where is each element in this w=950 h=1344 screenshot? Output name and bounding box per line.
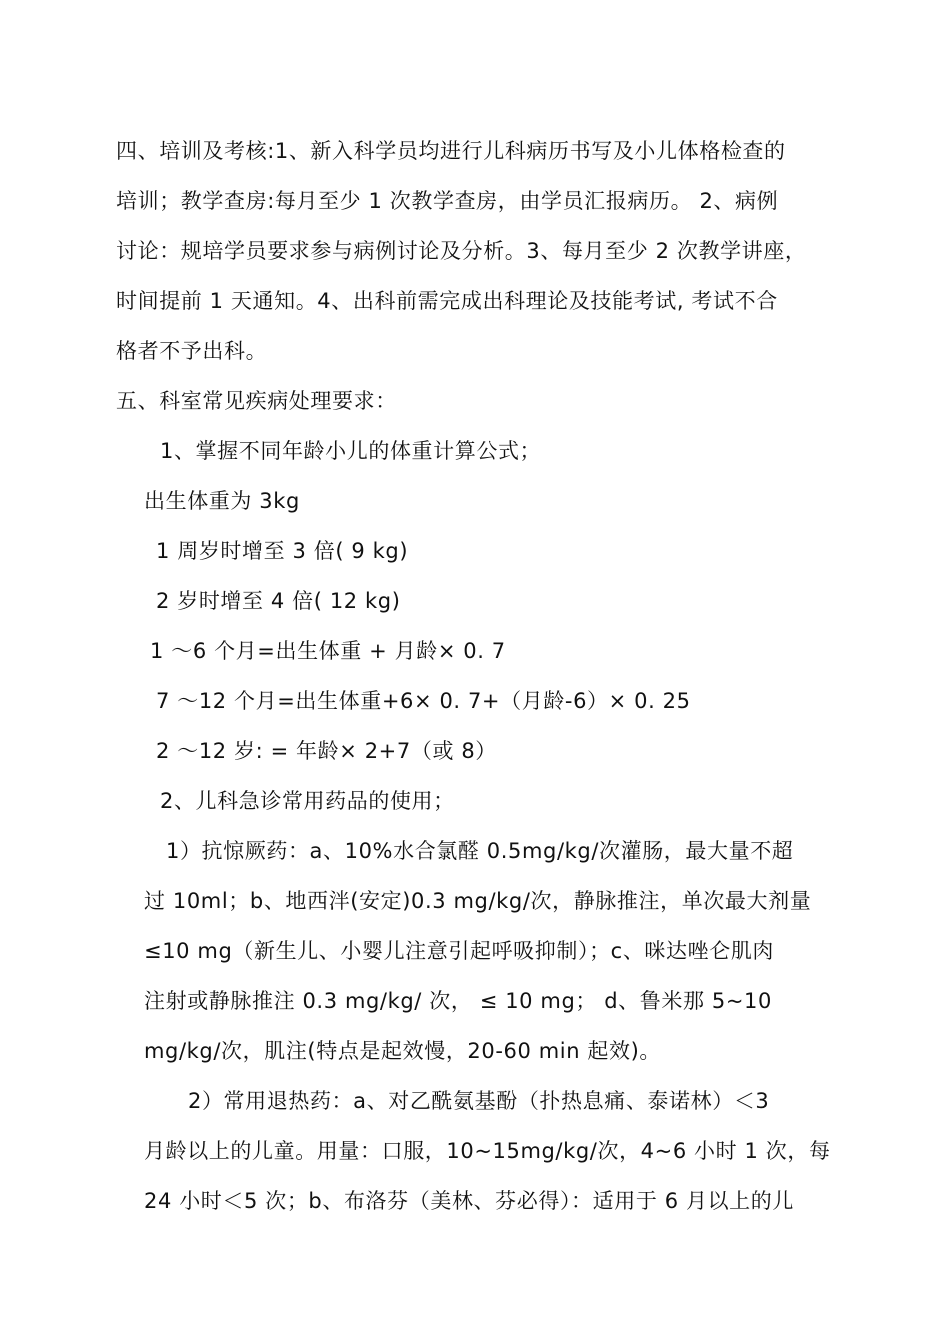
section4-line-5: 格者不予出科。 — [116, 339, 268, 363]
antipyretic-line-3: 24 小时＜5 次；b、布洛芬（美林、芬必得）：适用于 6 月以上的儿 — [144, 1189, 794, 1213]
anticonvulsant-line-3: ≤10 mg（新生儿、小婴儿注意引起呼吸抑制）；c、咪达唑仑肌肉 — [144, 939, 775, 963]
anticonvulsant-line-2: 过 10ml；b、地西泮(安定)0.3 mg/kg/次，静脉推注，单次最大剂量 — [144, 889, 812, 913]
weight-formula-7-12-months: 7 ～12 个月=出生体重+6× 0. 7+（月龄-6）× 0. 25 — [156, 689, 691, 713]
item2-title: 2、儿科急诊常用药品的使用； — [160, 789, 455, 813]
item1-title: 1、掌握不同年龄小儿的体重计算公式； — [160, 439, 542, 463]
section4-line-2: 培训；教学查房:每月至少 1 次教学查房，由学员汇报病历。 2、病例 — [116, 189, 779, 213]
section4-line-1: 四、培训及考核:1、新入科学员均进行儿科病历书写及小儿体格检查的 — [116, 139, 786, 163]
weight-formula-1-6-months: 1 ～6 个月=出生体重 + 月龄× 0. 7 — [150, 639, 506, 663]
section5-heading: 五、科室常见疾病处理要求： — [116, 389, 397, 413]
antipyretic-line-1: 2）常用退热药：a、对乙酰氨基酚（扑热息痛、泰诺林）＜3 — [188, 1089, 770, 1113]
weight-year1: 1 周岁时增至 3 倍( 9 kg) — [156, 539, 409, 563]
weight-year2: 2 岁时增至 4 倍( 12 kg) — [156, 589, 401, 613]
section4-line-3: 讨论：规培学员要求参与病例讨论及分析。3、每月至少 2 次教学讲座， — [116, 239, 807, 263]
anticonvulsant-line-5: mg/kg/次，肌注(特点是起效慢，20-60 min 起效)。 — [144, 1039, 661, 1063]
section4-line-4: 时间提前 1 天通知。4、出科前需完成出科理论及技能考试, 考试不合 — [116, 289, 778, 313]
anticonvulsant-line-1: 1）抗惊厥药：a、10%水合氯醛 0.5mg/kg/次灌肠，最大量不超 — [166, 839, 794, 863]
anticonvulsant-line-4: 注射或静脉推注 0.3 mg/kg/ 次， ≤ 10 mg； d、鲁米那 5~10 — [144, 989, 772, 1013]
antipyretic-line-2: 月龄以上的儿童。用量：口服，10~15mg/kg/次，4~6 小时 1 次，每 — [144, 1139, 831, 1163]
birth-weight: 出生体重为 3kg — [144, 489, 300, 513]
weight-formula-2-12-years: 2 ～12 岁: = 年龄× 2+7（或 8） — [156, 739, 497, 763]
